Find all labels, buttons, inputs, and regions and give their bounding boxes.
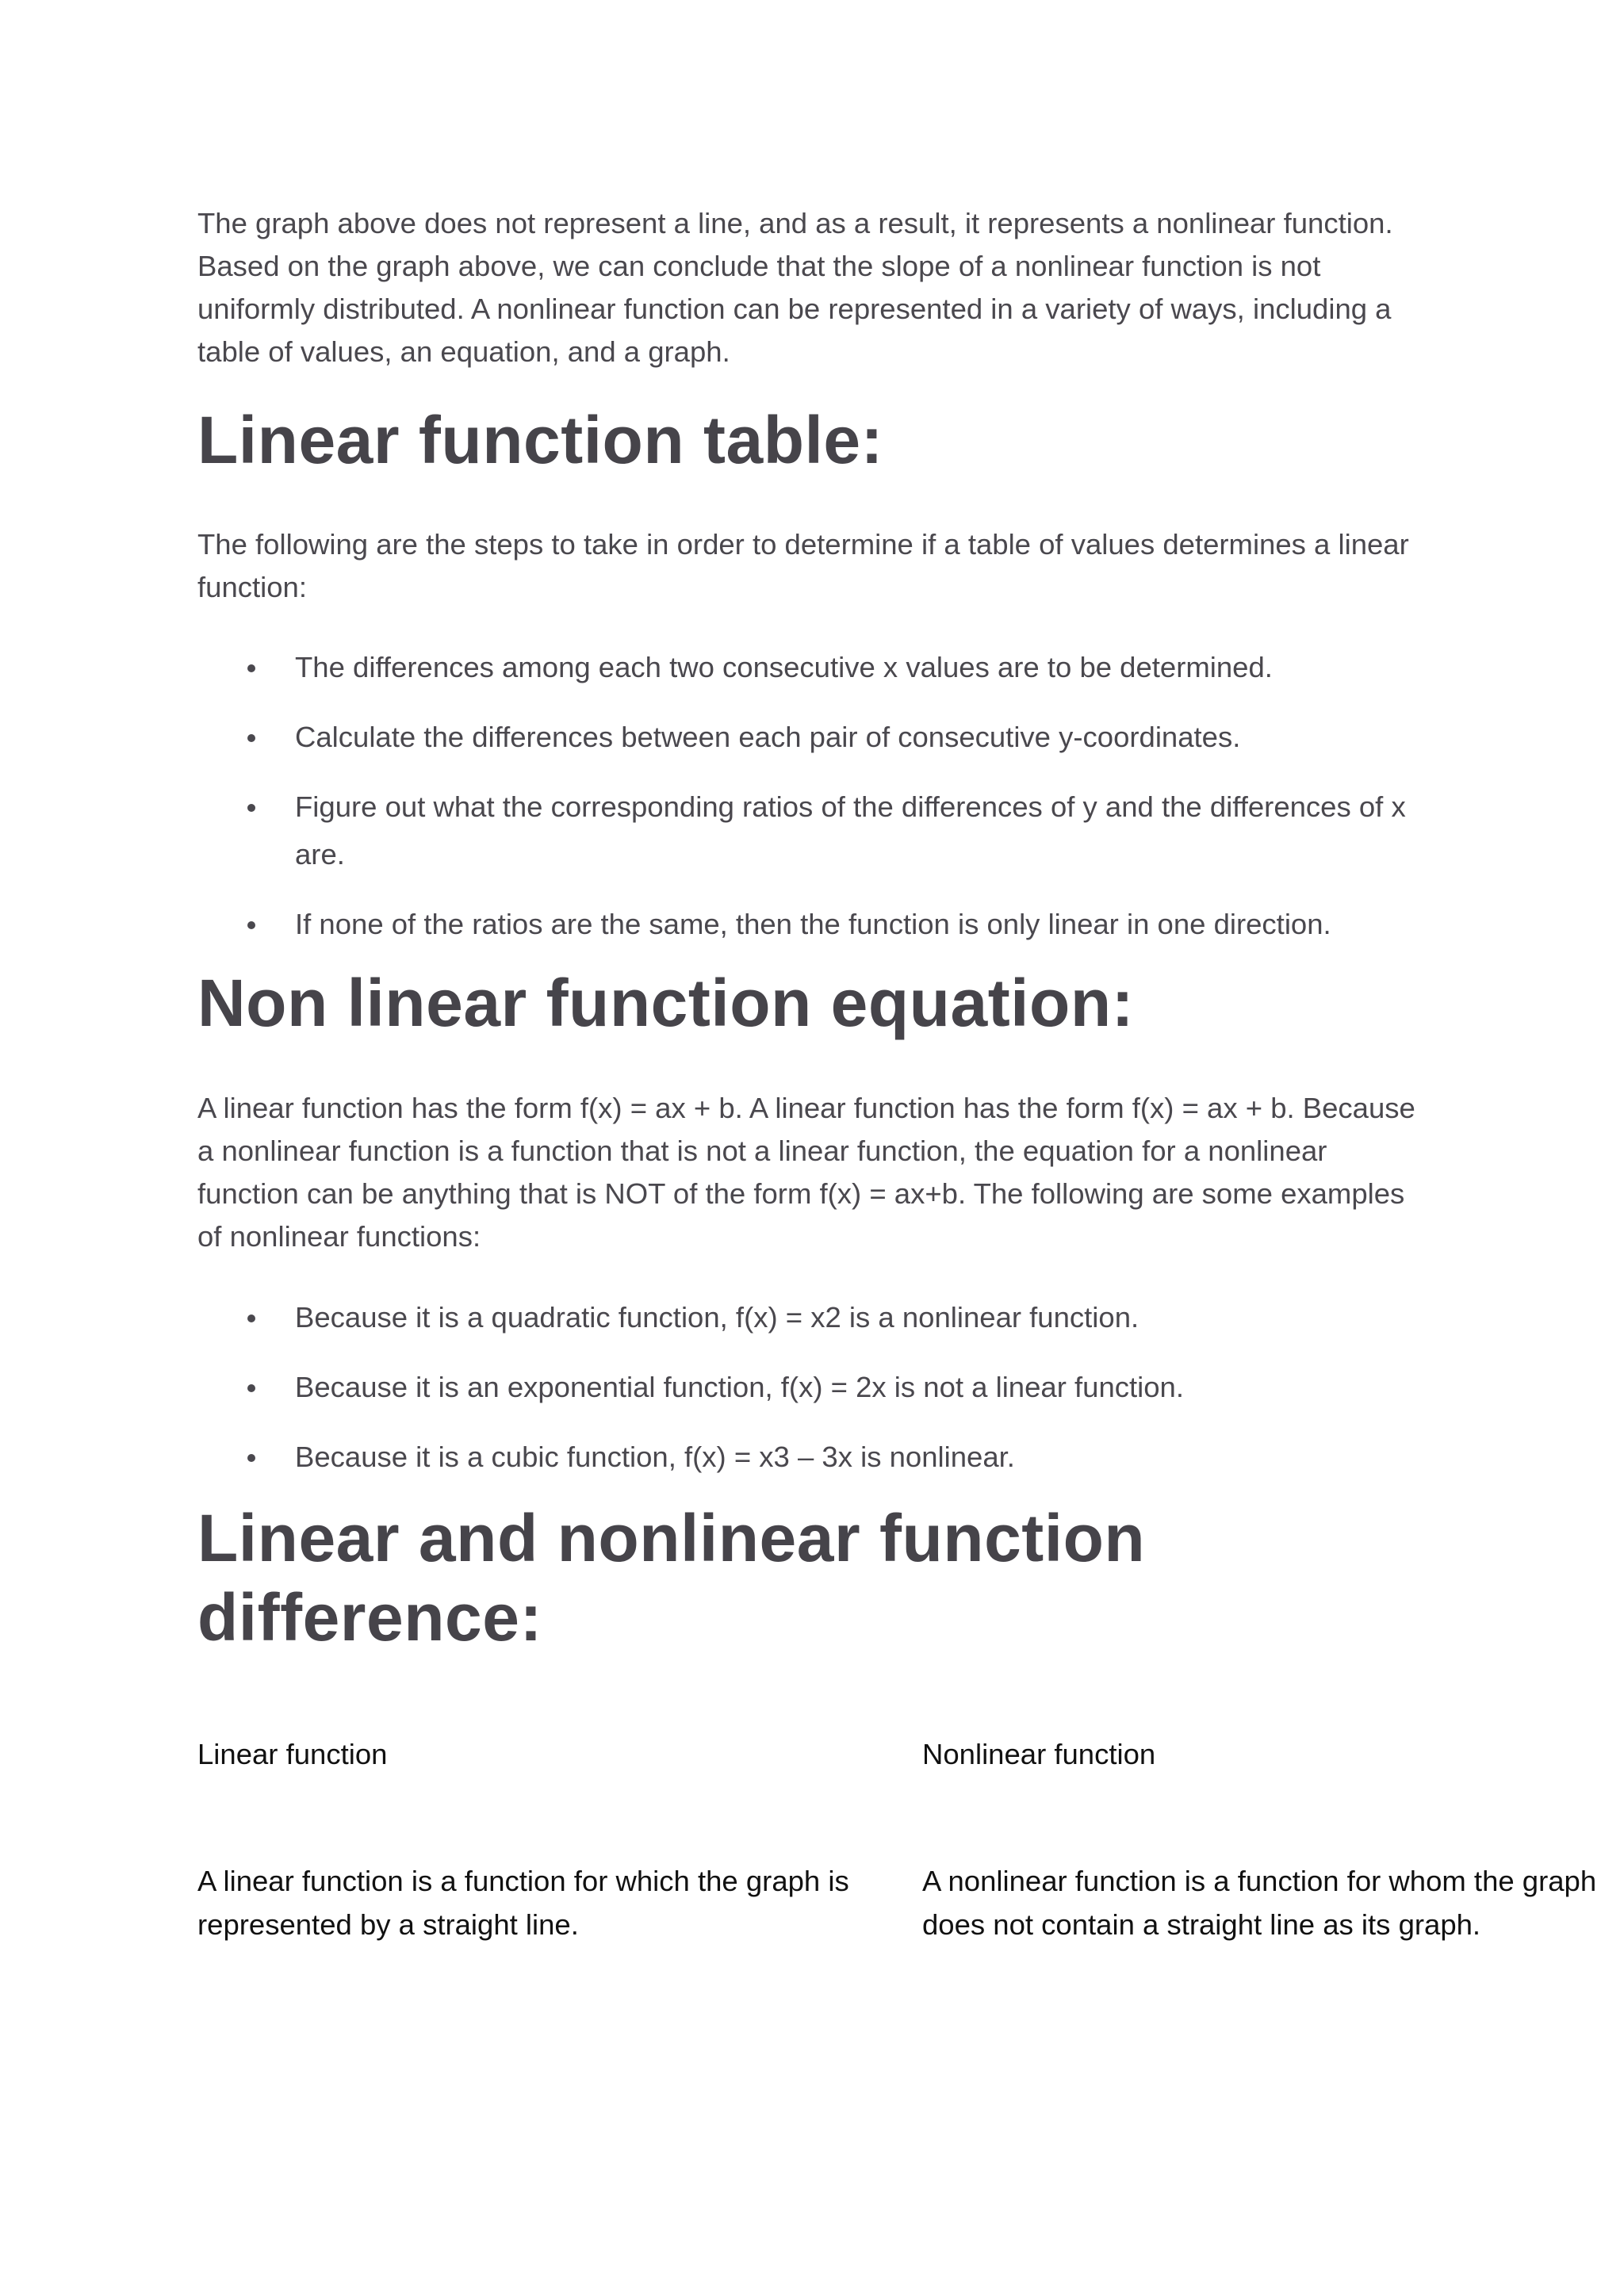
bullet-dot bbox=[247, 664, 255, 672]
table-header-cell: Nonlinear function bbox=[922, 1738, 1156, 1770]
list-item bbox=[197, 714, 1434, 761]
list-item-text: The differences among each two consecutive x values are to be determined. bbox=[295, 651, 1273, 683]
table-section-paragraph: The following are the steps to take in order to determine if a table of values determines a linear function: bbox=[197, 528, 1409, 603]
list-item-text: Because it is an exponential function, f(x) = 2x is not a linear function. bbox=[295, 1371, 1184, 1403]
heading-line: difference: bbox=[197, 1580, 542, 1655]
table-cell: A nonlinear function is a function for whom the graph does not contain a straight line as its graph. bbox=[922, 1865, 1597, 1941]
heading-nonlinear-function-equation: Non linear function equation: bbox=[197, 966, 1135, 1040]
bullet-dot bbox=[247, 734, 255, 742]
nonlinear-examples-list bbox=[197, 1294, 1434, 1503]
bullet-dot bbox=[247, 804, 255, 812]
intro-paragraph: The graph above does not represent a line, and as a result, it represents a nonlinear function. Based on the graph above, we can conclude that the slope of a nonlinear function is not uniformly distributed. A nonlinear function can be represented in a variety of ways, including a table of values, an equation, and a graph. bbox=[197, 207, 1393, 368]
equation-section-paragraph: A linear function has the form f(x) = ax + b. A linear function has the form f(x) = ax + b. Because a nonlinear function is a function that is not a linear function, the equation for a nonlinear function can be anything that is NOT of the form f(x) = ax+b. The following are some examples of nonlinear functions: bbox=[197, 1092, 1415, 1253]
list-item-text: Because it is a cubic function, f(x) = x3 – 3x is nonlinear. bbox=[295, 1441, 1015, 1473]
table-header-cell: Linear function bbox=[197, 1738, 388, 1770]
bullet-dot bbox=[247, 921, 255, 929]
bullet-dot bbox=[247, 1384, 255, 1392]
list-item bbox=[197, 1364, 1434, 1411]
heading-line: Linear and nonlinear function bbox=[197, 1501, 1146, 1575]
list-item bbox=[197, 1294, 1434, 1341]
list-item bbox=[197, 1433, 1434, 1481]
list-item-text: Calculate the differences between each pair of consecutive y-coordinates. bbox=[295, 721, 1241, 753]
list-item-text: Figure out what the corresponding ratios of the differences of y and the differences of x are. bbox=[295, 790, 1406, 871]
table-header-row bbox=[197, 1732, 1609, 1859]
comparison-table bbox=[197, 1732, 1609, 1946]
list-item bbox=[197, 901, 1434, 948]
table-steps-list bbox=[197, 644, 1434, 970]
table-row bbox=[197, 1859, 1609, 1946]
heading-linear-function-table: Linear function table: bbox=[197, 403, 884, 477]
list-item bbox=[197, 783, 1434, 878]
bullet-dot bbox=[247, 1314, 255, 1322]
list-item bbox=[197, 644, 1434, 691]
list-item-text: If none of the ratios are the same, then the function is only linear in one direction. bbox=[295, 908, 1331, 940]
bullet-dot bbox=[247, 1454, 255, 1462]
table-cell: A linear function is a function for which the graph is represented by a straight line. bbox=[197, 1865, 849, 1941]
list-item-text: Because it is a quadratic function, f(x) = x2 is a nonlinear function. bbox=[295, 1301, 1139, 1334]
heading-linear-nonlinear-difference bbox=[197, 1498, 1145, 1690]
